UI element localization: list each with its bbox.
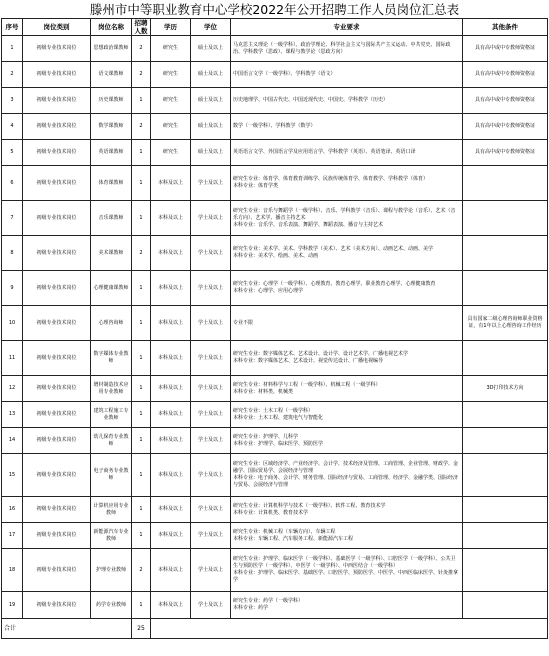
row-name: 心理咨询师: [91, 306, 132, 341]
row-type: 初级专业技术岗位: [23, 88, 91, 114]
table-row: [2, 592, 548, 619]
row-count: 1: [132, 523, 151, 549]
row-other: 具有高中或中专教师资格证: [463, 62, 548, 88]
row-edu: 本科及以上: [151, 402, 191, 428]
row-major: 马克思主义理论（一级学科）、政治学理论、科学社会主义与国际共产主义运动、中共党史、国际政治、学科教学（思政）、课程与教学论（思政方向）: [231, 36, 463, 62]
row-count: 1: [132, 306, 151, 341]
table-row: [2, 341, 548, 376]
row-major: 英语语言文学、外国语言学及应用语言学、学科教学（英语）、英语笔译、英语口译: [231, 140, 463, 166]
row-name: 心理健康课教师: [91, 271, 132, 306]
row-degree: 学士及以上: [191, 454, 231, 497]
row-type: 初级专业技术岗位: [23, 549, 91, 592]
total-count: 25: [132, 619, 151, 639]
row-edu: 本科及以上: [151, 454, 191, 497]
row-count: 1: [132, 140, 151, 166]
row-name: 计算机应用专业教师: [91, 497, 132, 523]
header-no: 序号: [2, 19, 23, 36]
row-name: 幼儿保育专业教师: [91, 428, 132, 454]
header-type: 岗位类别: [23, 19, 91, 36]
row-major: 研究生专业：美术学、美术、学科教学（美术）、艺术（美术方向）、动画艺术、动画、美学 本科专业：美术学、绘画、美术、动画: [231, 236, 463, 271]
row-other: [463, 592, 548, 619]
row-other: 具有高中或中专教师资格证: [463, 88, 548, 114]
row-name: 语文课教师: [91, 62, 132, 88]
row-edu: 本科及以上: [151, 592, 191, 619]
row-count: 1: [132, 341, 151, 376]
row-type: 初级专业技术岗位: [23, 341, 91, 376]
row-count: 2: [132, 36, 151, 62]
row-name: 电子商务专业教师: [91, 454, 132, 497]
row-type: 初级专业技术岗位: [23, 592, 91, 619]
row-no: 18: [2, 549, 23, 592]
table-row: [2, 62, 548, 88]
row-degree: 硕士及以上: [191, 62, 231, 88]
row-major: 研究生专业：机械工程（车辆方向）、车辆工程 本科专业：车辆工程、汽车服务工程、新能源汽车工程: [231, 523, 463, 549]
table-row: [2, 497, 548, 523]
row-type: 初级专业技术岗位: [23, 36, 91, 62]
row-type: 初级专业技术岗位: [23, 114, 91, 140]
row-no: 17: [2, 523, 23, 549]
header-edu: 学历: [151, 19, 191, 36]
row-count: 1: [132, 454, 151, 497]
row-degree: 学士及以上: [191, 523, 231, 549]
table-row: [2, 201, 548, 236]
row-edu: 研究生: [151, 62, 191, 88]
row-degree: 学士及以上: [191, 402, 231, 428]
row-edu: 本科及以上: [151, 428, 191, 454]
row-major: 研究生专业：计算机科学与技术（一级学科）、软件工程、教育技术学 本科专业：计算机类、教育技术学: [231, 497, 463, 523]
row-major: 研究生专业：材料科学与工程（一级学科）、机械工程（一级学科） 本科专业：材料类、机械类: [231, 376, 463, 402]
row-major: 研究生专业：数字媒体艺术、艺术设计、设计学、设计艺术学、广播电视艺术学 本科专业：数字媒体艺术、艺术设计、视觉传达设计、广播电视编导: [231, 341, 463, 376]
row-type: 初级专业技术岗位: [23, 306, 91, 341]
row-edu: 本科及以上: [151, 376, 191, 402]
table-row: [2, 114, 548, 140]
row-major: 研究生专业：土木工程（一级学科） 本科专业：土木工程、建筑电气与智能化: [231, 402, 463, 428]
row-other: [463, 341, 548, 376]
row-no: 7: [2, 201, 23, 236]
row-edu: 本科及以上: [151, 271, 191, 306]
row-type: 初级专业技术岗位: [23, 271, 91, 306]
row-edu: 研究生: [151, 114, 191, 140]
row-no: 4: [2, 114, 23, 140]
row-no: 8: [2, 236, 23, 271]
row-other: 具有高中或中专教师资格证: [463, 36, 548, 62]
row-major: 研究生专业：护理学、儿科学 本科专业：护理学、临床医学、预防医学: [231, 428, 463, 454]
row-other: 具有高中或中专教师资格证: [463, 114, 548, 140]
row-name: 数字媒体专业教师: [91, 341, 132, 376]
table-row: [2, 454, 548, 497]
row-count: 1: [132, 201, 151, 236]
row-other: [463, 549, 548, 592]
row-major: 研究生专业：区域经济学、产业经济学、会计学、技术经济及管理、工商管理、企业管理、财政学、金融学、国际贸易学、会展经济与管理 本科专业：电子商务、会计学、财务管理、国际经济与贸易、工商管理、经济学、金融学类、国际经济与贸易、会展经济与管理: [231, 454, 463, 497]
row-other: [463, 236, 548, 271]
row-type: 初级专业技术岗位: [23, 454, 91, 497]
row-type: 初级专业技术岗位: [23, 523, 91, 549]
row-name: 数学课教师: [91, 114, 132, 140]
table-row: [2, 402, 548, 428]
row-count: 1: [132, 592, 151, 619]
row-major: 研究生专业：音乐与舞蹈学（一级学科）、音乐、学科教学（音乐）、课程与教学论（音乐）、艺术（音乐方向）、艺术学、播音主持艺术 本科专业：音乐学、音乐表演、舞蹈学、舞蹈表演、播音与主持艺术: [231, 201, 463, 236]
row-edu: 本科及以上: [151, 523, 191, 549]
row-count: 1: [132, 497, 151, 523]
row-degree: 硕士及以上: [191, 140, 231, 166]
total-row: [2, 619, 548, 639]
row-other: [463, 166, 548, 201]
row-other: 具有国家二级心理咨询师职业资格证，有1年以上心理咨询工作经历: [463, 306, 548, 341]
page-title: 滕州市中等职业教育中心学校2022年公开招聘工作人员岗位汇总表: [89, 2, 460, 17]
row-no: 12: [2, 376, 23, 402]
header-count: 招聘人数: [132, 19, 151, 36]
table-row: [2, 236, 548, 271]
row-degree: 硕士及以上: [191, 88, 231, 114]
row-type: 初级专业技术岗位: [23, 201, 91, 236]
row-type: 初级专业技术岗位: [23, 140, 91, 166]
row-major: 研究生专业：护理学、临床医学（一级学科）、基础医学（一级学科）、口腔医学（一级学科）、公共卫生与预防医学（一级学科）、中医学（一级学科）、中西医结合（一级学科） 本科专业：护理学、临床医学、基础医学、口腔医学、预防医学、中医学、中西医临床医学、针灸推拿学: [231, 549, 463, 592]
row-no: 15: [2, 454, 23, 497]
row-degree: 学士及以上: [191, 341, 231, 376]
table-row: [2, 376, 548, 402]
row-type: 初级专业技术岗位: [23, 402, 91, 428]
row-count: 2: [132, 236, 151, 271]
row-no: 13: [2, 402, 23, 428]
row-no: 5: [2, 140, 23, 166]
table-row: [2, 428, 548, 454]
row-no: 11: [2, 341, 23, 376]
row-no: 3: [2, 88, 23, 114]
row-type: 初级专业技术岗位: [23, 166, 91, 201]
row-no: 2: [2, 62, 23, 88]
row-count: 1: [132, 166, 151, 201]
table-row: [2, 88, 548, 114]
row-no: 6: [2, 166, 23, 201]
row-degree: 学士及以上: [191, 592, 231, 619]
row-degree: 学士及以上: [191, 236, 231, 271]
row-name: 体育课教师: [91, 166, 132, 201]
row-edu: 本科及以上: [151, 549, 191, 592]
row-type: 初级专业技术岗位: [23, 236, 91, 271]
row-major: 专业不限: [231, 306, 463, 341]
row-type: 初级专业技术岗位: [23, 376, 91, 402]
row-degree: 学士及以上: [191, 306, 231, 341]
row-type: 初级专业技术岗位: [23, 497, 91, 523]
table-row: [2, 271, 548, 306]
table-row: [2, 523, 548, 549]
row-name: 历史课教师: [91, 88, 132, 114]
row-other: [463, 497, 548, 523]
positions-table: [1, 18, 548, 639]
row-no: 9: [2, 271, 23, 306]
row-degree: 学士及以上: [191, 271, 231, 306]
row-degree: 硕士及以上: [191, 36, 231, 62]
row-degree: 学士及以上: [191, 549, 231, 592]
row-no: 14: [2, 428, 23, 454]
row-type: 初级专业技术岗位: [23, 428, 91, 454]
row-edu: 本科及以上: [151, 341, 191, 376]
row-no: 10: [2, 306, 23, 341]
header-major: 专业要求: [231, 19, 463, 36]
header-degree: 学位: [191, 19, 231, 36]
row-major: 研究生专业：心理学（一级学科）、心理教育、教育心理学、职业教育心理学、心理健康教育 本科专业：心理学、应用心理学: [231, 271, 463, 306]
row-no: 1: [2, 36, 23, 62]
row-count: 1: [132, 428, 151, 454]
row-no: 16: [2, 497, 23, 523]
row-count: 1: [132, 376, 151, 402]
row-other: [463, 454, 548, 497]
row-degree: 学士及以上: [191, 428, 231, 454]
row-name: 英语课教师: [91, 140, 132, 166]
row-other: [463, 428, 548, 454]
row-degree: 学士及以上: [191, 497, 231, 523]
row-count: 2: [132, 114, 151, 140]
row-edu: 本科及以上: [151, 497, 191, 523]
row-edu: 本科及以上: [151, 201, 191, 236]
row-edu: 研究生: [151, 88, 191, 114]
row-edu: 研究生: [151, 140, 191, 166]
row-degree: 硕士及以上: [191, 114, 231, 140]
table-row: [2, 36, 548, 62]
row-name: 思想政治课教师: [91, 36, 132, 62]
row-other: 具有高中或中专教师资格证: [463, 140, 548, 166]
row-no: 19: [2, 592, 23, 619]
row-name: 增材制造技术应用专业教师: [91, 376, 132, 402]
row-other: 3D打印技术方向: [463, 376, 548, 402]
table-header-row: [2, 19, 548, 36]
row-other: [463, 523, 548, 549]
total-empty: [151, 619, 548, 639]
row-major: 研究生专业：药学（一级学科） 本科专业：药学: [231, 592, 463, 619]
row-name: 药学专业教师: [91, 592, 132, 619]
row-other: [463, 201, 548, 236]
row-count: 1: [132, 88, 151, 114]
header-name: 岗位名称: [91, 19, 132, 36]
row-degree: 学士及以上: [191, 376, 231, 402]
row-other: [463, 271, 548, 306]
row-count: 2: [132, 549, 151, 592]
row-edu: 研究生: [151, 36, 191, 62]
row-count: 1: [132, 402, 151, 428]
row-name: 新能源汽车专业教师: [91, 523, 132, 549]
row-edu: 本科及以上: [151, 236, 191, 271]
row-count: 1: [132, 271, 151, 306]
row-major: 历史地理学、中国古代史、中国近现代史、中国史、学科教学（历史）: [231, 88, 463, 114]
row-degree: 学士及以上: [191, 201, 231, 236]
row-other: [463, 402, 548, 428]
row-name: 建筑工程施工专业教师: [91, 402, 132, 428]
row-name: 美术课教师: [91, 236, 132, 271]
row-edu: 本科及以上: [151, 166, 191, 201]
total-label: 合计: [2, 619, 132, 639]
table-row: [2, 166, 548, 201]
table-row: [2, 549, 548, 592]
row-edu: 本科及以上: [151, 306, 191, 341]
table-row: [2, 140, 548, 166]
table-row: [2, 306, 548, 341]
row-major: 中国语言文学（一级学科）、学科教学（语文）: [231, 62, 463, 88]
row-major: 数学（一级学科）、学科教学（数学）: [231, 114, 463, 140]
row-name: 音乐课教师: [91, 201, 132, 236]
header-other: 其他条件: [463, 19, 548, 36]
row-major: 研究生专业：体育学、体育教育训练学、民族传统体育学、体育教学、学科教学（体育） 本科专业：体育学类: [231, 166, 463, 201]
row-count: 2: [132, 62, 151, 88]
row-degree: 学士及以上: [191, 166, 231, 201]
row-type: 初级专业技术岗位: [23, 62, 91, 88]
row-name: 护理专业教师: [91, 549, 132, 592]
